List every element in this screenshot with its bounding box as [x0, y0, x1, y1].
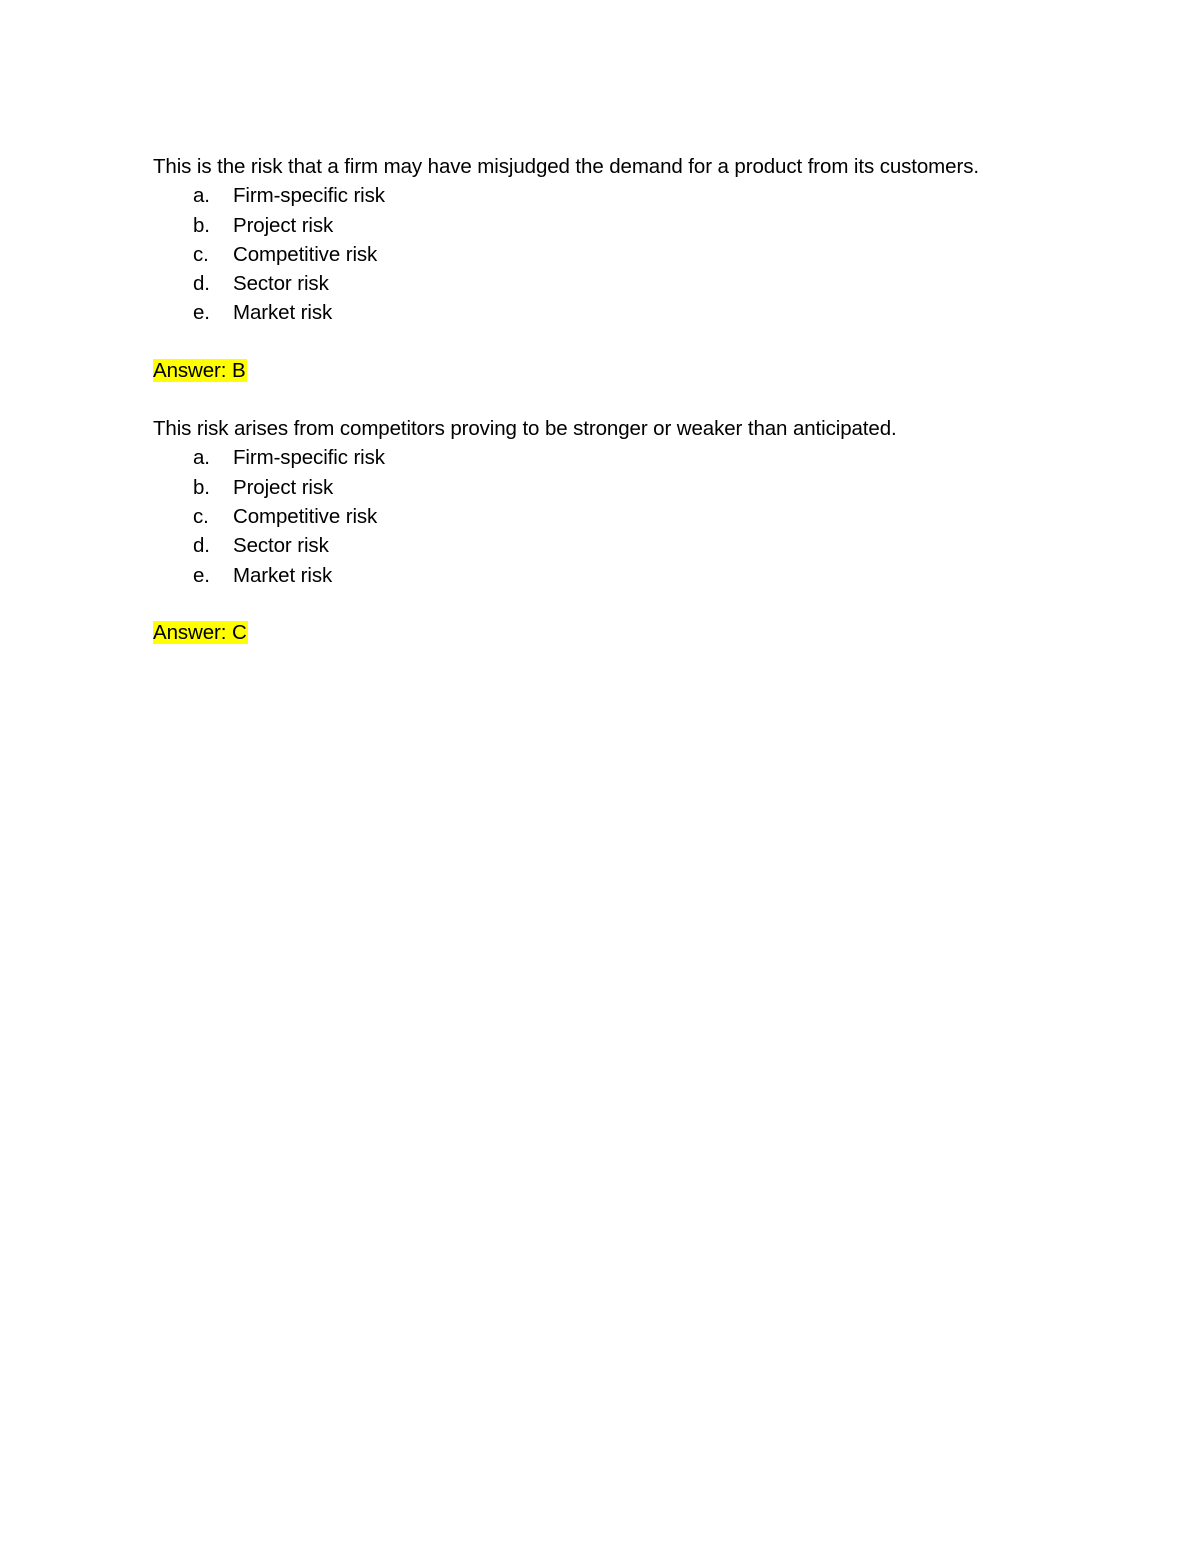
option-text: Competitive risk — [233, 504, 378, 528]
option-item — [153, 473, 1113, 502]
option-text: Firm-specific risk — [233, 446, 385, 470]
option-item — [153, 502, 1113, 531]
option-item — [153, 443, 1113, 472]
option-item — [153, 561, 1113, 590]
option-item — [153, 531, 1113, 560]
answer-highlight: Answer: B — [153, 358, 246, 382]
option-letter: a. — [193, 446, 210, 470]
option-text: Market risk — [233, 301, 333, 325]
question-text: This is the risk that a firm may have misjudged the demand for a product from its customers. — [153, 155, 979, 178]
option-letter: b. — [193, 213, 210, 237]
option-list — [153, 443, 1113, 589]
question-block — [153, 152, 1113, 385]
option-text: Sector risk — [233, 534, 329, 558]
option-letter: e. — [193, 563, 210, 587]
option-letter: e. — [193, 301, 210, 325]
answer-line — [153, 356, 1113, 385]
document-content — [153, 152, 1113, 676]
option-item — [153, 181, 1113, 210]
option-letter: d. — [193, 534, 210, 558]
option-item — [153, 211, 1113, 240]
option-text: Project risk — [233, 213, 334, 237]
question-text: This risk arises from competitors proving to be stronger or weaker than anticipated. — [153, 417, 897, 441]
answer-highlight: Answer: C — [153, 620, 247, 644]
option-text: Market risk — [233, 563, 333, 587]
option-item — [153, 269, 1113, 298]
option-letter: a. — [193, 184, 210, 208]
answer-line — [153, 618, 1113, 647]
option-letter: c. — [193, 242, 209, 266]
option-item — [153, 240, 1113, 269]
option-letter: d. — [193, 272, 210, 296]
option-text: Competitive risk — [233, 242, 378, 266]
question-block — [153, 414, 1113, 647]
option-letter: b. — [193, 475, 210, 499]
option-item — [153, 298, 1113, 327]
option-text: Firm-specific risk — [233, 184, 385, 208]
option-letter: c. — [193, 504, 209, 528]
option-list — [153, 181, 1113, 327]
option-text: Sector risk — [233, 272, 329, 296]
option-text: Project risk — [233, 475, 334, 499]
